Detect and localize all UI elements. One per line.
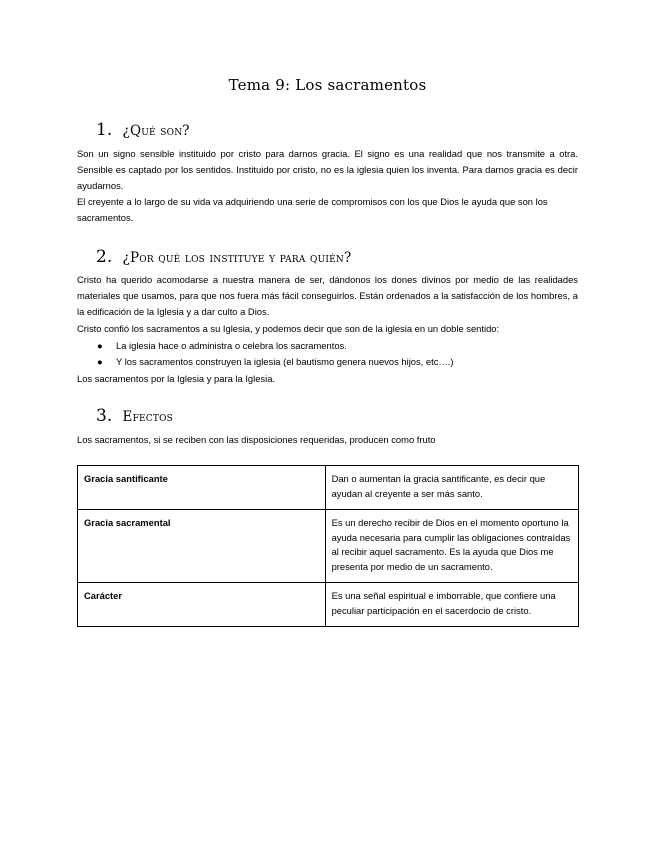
list-item-text: La iglesia hace o administra o celebra los sacramentos.: [116, 340, 347, 351]
effects-table: [77, 465, 579, 627]
bullet-icon: ●: [97, 356, 103, 367]
section-3-heading: [96, 406, 173, 426]
document-title: Tema 9: Los sacramentos: [228, 76, 427, 94]
section-2-heading: [96, 247, 351, 267]
paragraph: El creyente a lo largo de su vida va adquiriendo una serie de compromisos con los que Dios le ayuda que son los sacramentos.: [77, 196, 548, 223]
paragraph: Cristo confió los sacramentos a su Iglesia, y podemos decir que son de la iglesia en un doble sentido:: [77, 323, 500, 334]
section-number: 3.: [96, 406, 113, 426]
paragraph: Los sacramentos por la Iglesia y para la Iglesia.: [77, 373, 276, 384]
table-row: [78, 466, 579, 510]
list-item: [77, 338, 578, 354]
table-row: [78, 583, 579, 627]
paragraph: Los sacramentos, si se reciben con las disposiciones requeridas, producen como fruto: [77, 434, 436, 445]
bullet-icon: ●: [97, 340, 103, 351]
section-1-heading: [96, 120, 190, 140]
list-item: [77, 354, 578, 370]
section-number: 2.: [96, 247, 113, 267]
table-cell-term: Carácter: [78, 583, 326, 627]
table-cell-term: Gracia santificante: [78, 466, 326, 510]
section-title: ¿Qué son?: [122, 123, 190, 139]
list-item-text: Y los sacramentos construyen la iglesia (el bautismo genera nuevos hijos, etc….): [116, 356, 454, 367]
paragraph: Cristo ha querido acomodarse a nuestra manera de ser, dándonos los dones divinos por medio de las realidades materiales que usamos, para que nos fuera más fácil conseguirlos. Están ordenados a la satisfacción de los hombres, a la edificación de la Iglesia y a dar culto a Dios.: [77, 274, 578, 317]
section-title: Efectos: [122, 409, 174, 425]
table-cell-description: Es una señal espiritual e imborrable, que confiere una peculiar participación en el sacerdocio de cristo.: [325, 583, 578, 627]
table-cell-description: Es un derecho recibir de Dios en el momento oportuno la ayuda necesaria para cumplir las obligaciones contraídas al recibir aquel sacramento. Es la ayuda que Dios me presenta por medio de un sacramento.: [325, 510, 578, 583]
section-title: ¿Por qué los instituye y para quién?: [122, 250, 352, 266]
paragraph: Son un signo sensible instituido por cristo para darnos gracia. El signo es una realidad que nos transmite a otra. Sensible es captado por los sentidos. Instituido por cristo, no es la iglesia quien los inventa. Para darnos gracia es decir ayudarnos.: [77, 148, 578, 191]
section-number: 1.: [96, 120, 113, 140]
table-cell-term: Gracia sacramental: [78, 510, 326, 583]
table-row: [78, 510, 579, 583]
table-cell-description: Dan o aumentan la gracia santificante, es decir que ayudan al creyente a ser más santo.: [325, 466, 578, 510]
bullet-list: [77, 338, 578, 370]
